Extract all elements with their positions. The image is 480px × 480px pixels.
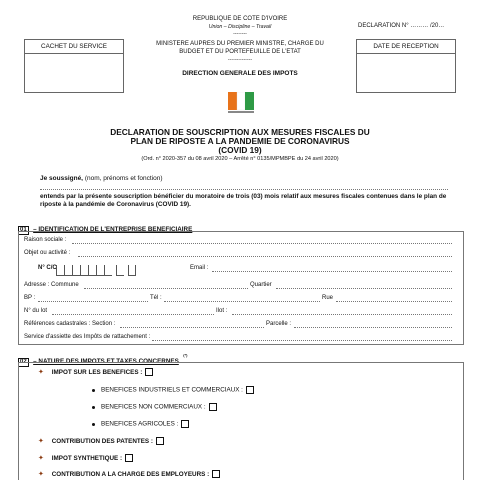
tel-input[interactable] (164, 301, 320, 302)
email-label: Email : (190, 265, 209, 271)
diamond-bullet-icon: ✦ (38, 437, 44, 445)
impot-synthetique-checkbox[interactable] (125, 454, 133, 462)
form-title-line-2: PLAN DE RIPOSTE A LA PANDEMIE DE CORONAVIRUS (130, 136, 350, 146)
undersigned-hint: (nom, prénoms et fonction) (84, 175, 163, 182)
diamond-bullet-icon: ✦ (38, 470, 44, 478)
dgi-logo (228, 92, 254, 114)
service-assiette-input[interactable] (152, 340, 452, 341)
section-2-title: – NATURE DES IMPOTS ET TAXES CONCERNES (33, 358, 179, 365)
section-1-number: 01 (20, 227, 27, 233)
section-2-number: 02 (20, 359, 27, 365)
contribution-employeurs-checkbox[interactable] (212, 470, 220, 478)
raison-sociale-input[interactable] (72, 243, 452, 244)
rue-label: Rue (322, 295, 334, 301)
lot-label: N° du lot (24, 308, 48, 314)
motto-rule: -------- (233, 31, 247, 37)
commune-input[interactable] (84, 288, 248, 289)
diamond-bullet-icon: ✦ (38, 368, 44, 376)
adresse-label: Adresse : Commune (24, 282, 79, 288)
impot-benefices-checkbox[interactable] (145, 368, 153, 376)
email-input[interactable] (212, 271, 452, 272)
patentes-checkbox[interactable] (156, 437, 164, 445)
republic-name: REPUBLIQUE DE COTE D'IVOIRE (192, 16, 288, 22)
section-1-title: – IDENTIFICATION DE L'ENTREPRISE BENEFICIAIRE (33, 226, 193, 233)
form-title-line-3: (COVID 19) (218, 145, 262, 155)
lot-input[interactable] (52, 314, 214, 315)
tax-item-contribution-employeurs: ✦ CONTRIBUTION A LA CHARGE DES EMPLOYEURS : (38, 470, 220, 478)
tax-item-bnc: BENEFICES NON COMMERCIAUX : (92, 403, 217, 411)
bullet-icon (92, 389, 95, 392)
souscription-statement: entends par la présente souscription bénéficier du moratoire de trois (03) mois relatif aux mesures fiscales contenues dans le plan de riposte à la pandémie de Coronavirus (COVID 19). (40, 193, 447, 208)
objet-input[interactable] (78, 256, 452, 257)
reception-date-box (356, 39, 456, 93)
bullet-icon (92, 423, 95, 426)
quartier-label: Quartier (250, 282, 272, 288)
section-2-note: (*) (183, 352, 188, 358)
ba-checkbox[interactable] (181, 420, 189, 428)
stamp-box-label: CACHET DU SERVICE (25, 40, 123, 54)
national-motto: Union – Discipline – Travail (208, 24, 272, 30)
tax-item-impot-synthetique: ✦ IMPOT SYNTHETIQUE : (38, 454, 133, 462)
bp-label: BP : (24, 295, 36, 301)
bullet-icon (92, 406, 95, 409)
declaration-number: DECLARATION N° ……… /20… (358, 23, 445, 29)
bnc-checkbox[interactable] (209, 403, 217, 411)
bp-input[interactable] (38, 301, 148, 302)
service-assiette-label: Service d'assiette des Impôts de rattachement : (24, 334, 151, 340)
parcelle-label: Parcelle : (266, 321, 292, 327)
reception-date-label: DATE DE RECEPTION (357, 40, 455, 54)
svg-text:G: G (237, 97, 245, 107)
tel-label: Tél : (150, 295, 162, 301)
bic-checkbox[interactable] (246, 386, 254, 394)
ilot-input[interactable] (232, 314, 452, 315)
ncc-input-cells[interactable] (56, 262, 136, 280)
raison-sociale-label: Raison sociale : (24, 237, 67, 243)
ministry-rule: -------------- (227, 57, 253, 63)
ministry-name: MINISTERE AUPRES DU PREMIER MINISTRE, CHARGE DU BUDGET ET DU PORTEFEUILLE DE L'ETAT (156, 41, 324, 55)
form-title-line-1: DECLARATION DE SOUSCRIPTION AUX MESURES FISCALES DU (110, 127, 370, 137)
ncc-label: N° C/C (38, 265, 57, 271)
taxes-frame (18, 362, 464, 480)
undersigned-line (40, 175, 163, 182)
section-input[interactable] (120, 327, 264, 328)
undersigned-label: Je soussigné, (40, 175, 83, 182)
parcelle-input[interactable] (294, 327, 452, 328)
tax-item-ba: BENEFICES AGRICOLES : (92, 420, 189, 428)
direction-name: DIRECTION GENERALE DES IMPOTS (182, 70, 298, 77)
stamp-box (24, 39, 124, 93)
cadastre-label: Références cadastrales : Section : (24, 321, 116, 327)
objet-label: Objet ou activité : (24, 250, 71, 256)
quartier-input[interactable] (276, 288, 452, 289)
tax-item-bic: BENEFICES INDUSTRIELS ET COMMERCIAUX : (92, 386, 254, 394)
tax-item-impot-benefices: ✦ IMPOT SUR LES BENEFICES : (38, 368, 153, 376)
ilot-label: Ilot : (216, 308, 228, 314)
undersigned-input-line[interactable] (40, 188, 448, 190)
legal-reference: (Ord. n° 2020-357 du 08 avril 2020 – Arrêté n° 0135/MPMBPE du 24 avril 2020) (141, 156, 339, 162)
tax-item-patentes: ✦ CONTRIBUTION DES PATENTES : (38, 437, 164, 445)
rue-input[interactable] (336, 301, 452, 302)
diamond-bullet-icon: ✦ (38, 454, 44, 462)
